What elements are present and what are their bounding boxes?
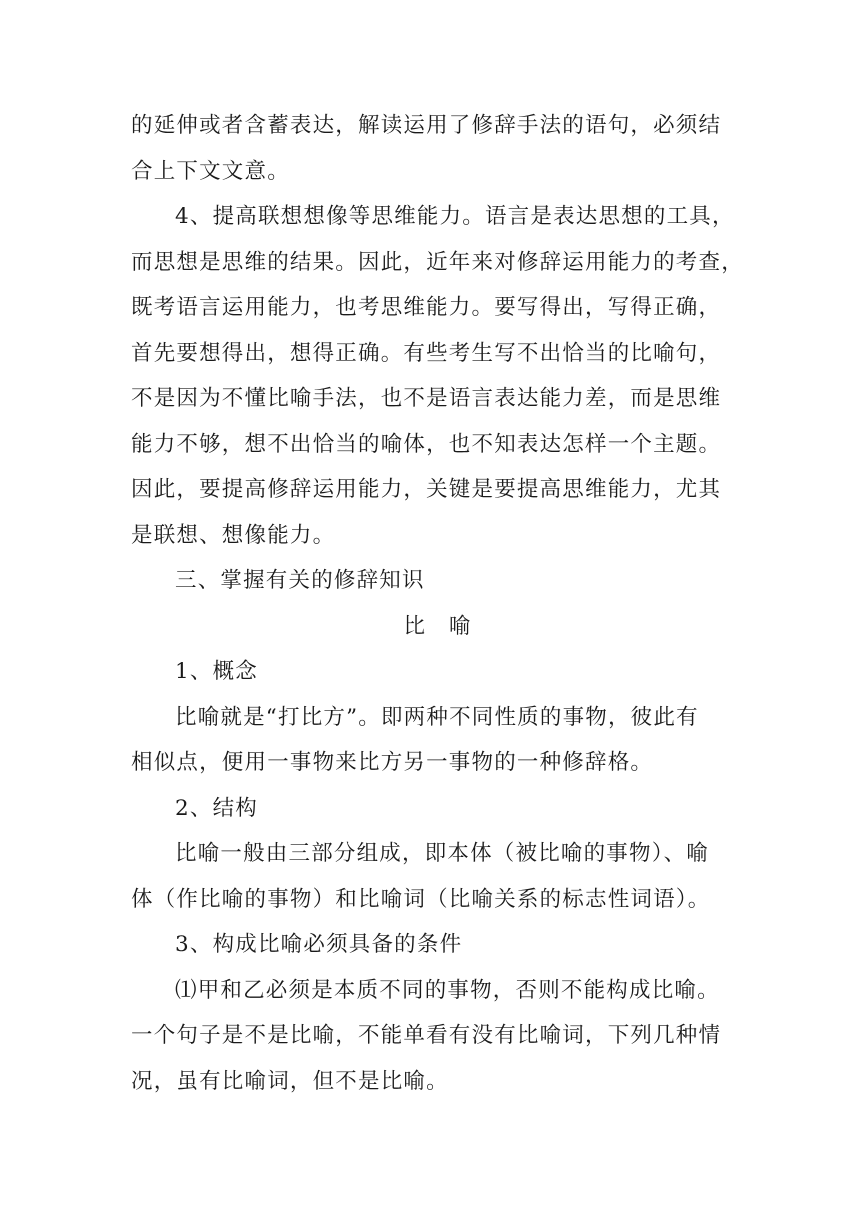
paragraph-line: 能力不够，想不出恰当的喻体，也不知表达怎样一个主题。: [131, 431, 722, 457]
section-title: [131, 604, 731, 650]
section-title-char: 喻: [449, 613, 471, 639]
paragraph-line: 比喻就是“打比方”。即两种不同性质的事物，彼此有: [175, 704, 699, 730]
paragraph-line: 因此，要提高修辞运用能力，关键是要提高思维能力，尤其: [131, 477, 722, 502]
document-body: [131, 103, 744, 1104]
paragraph-line: 既考语言运用能力，也考思维能力。要写得出，写得正确，: [131, 295, 722, 320]
paragraph-line: ⑴甲和乙必须是本质不同的事物，否则不能构成比喻。: [175, 977, 720, 1003]
paragraph-line: 首先要想得出，想得正确。有些考生写不出恰当的比喻句，: [131, 340, 722, 366]
paragraph-line: 不是因为不懂比喻手法，也不是语言表达能力差，而是思维: [131, 386, 722, 411]
subheading-line: 3、构成比喻必须具备的条件: [175, 932, 463, 957]
paragraph-line: 一个句子是不是比喻，不能单看有没有比喻词，下列几种情: [131, 1023, 722, 1048]
section-heading: 三、掌握有关的修辞知识: [175, 568, 425, 593]
paragraph-line: 合上下文文意。: [131, 158, 290, 184]
subheading-line: 1、概念: [175, 659, 258, 684]
paragraph-line: 相似点，便用一事物来比方另一事物的一种修辞格。: [131, 750, 654, 775]
paragraph-line: 是联想、想像能力。: [131, 522, 336, 548]
subheading-line: 2、结构: [175, 795, 258, 821]
paragraph-line: 体（作比喻的事物）和比喻词（比喻关系的标志性词语）。: [131, 886, 711, 912]
paragraph-line: 4、提高联想想像等思维能力。语言是表达思想的工具，: [175, 204, 735, 229]
paragraph-line: 而思想是思维的结果。因此，近年来对修辞运用能力的考查，: [131, 249, 744, 275]
paragraph-line: 况，虽有比喻词，但不是比喻。: [131, 1068, 449, 1094]
paragraph-line: 的延伸或者含蓄表达，解读运用了修辞手法的语句，必须结: [131, 113, 722, 138]
paragraph-line: 比喻一般由三部分组成，即本体（被比喻的事物）、喻: [175, 841, 710, 866]
section-title-char: 比: [403, 613, 425, 639]
